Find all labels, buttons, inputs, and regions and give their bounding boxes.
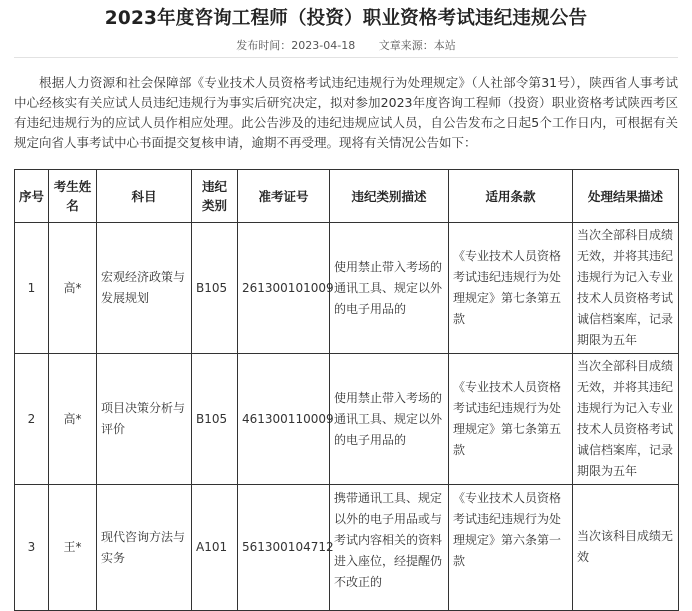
intro-paragraph: 根据人力资源和社会保障部《专业技术人员资格考试违纪违规行为处理规定》（人社部令第31号），陕西省人事考试中心经核实有关应试人员违纪违规行为事实后研究决定，拟对参加2023年度咨询工程师（投资）职业资格考试陕西考区有违纪违规行为的应试人员作相应处理。此公告涉及的违纪违规应试人员，自公告发布之日起5个工作日内，可根据有关规定向省人事考试中心书面提交复核申请，逾期不再受理。现将有关情况公告如下： bbox=[14, 75, 678, 150]
publish-info bbox=[236, 39, 355, 52]
cell-clause: 《专业技术人员资格考试违纪违规行为处理规定》第七条第五款 bbox=[449, 223, 573, 354]
header-description: 违纪类别描述 bbox=[330, 170, 449, 223]
cell-subject: 宏观经济政策与发展规划 bbox=[97, 223, 192, 354]
cell-result: 当次全部科目成绩无效，并将其违纪违规行为记入专业技术人员资格考试诚信档案库，记录期限为五年 bbox=[573, 354, 679, 485]
table-row bbox=[15, 223, 679, 354]
publish-date: 2023-04-18 bbox=[291, 39, 356, 52]
cell-description: 使用禁止带入考场的通讯工具、规定以外的电子用品的 bbox=[330, 223, 449, 354]
cell-exam-id: 261300101009 bbox=[238, 223, 330, 354]
page-title: 2023年度咨询工程师（投资）职业资格考试违纪违规公告 bbox=[104, 8, 588, 29]
cell-category: B105 bbox=[192, 223, 238, 354]
header-result: 处理结果描述 bbox=[573, 170, 679, 223]
cell-result: 当次全部科目成绩无效，并将其违纪违规行为记入专业技术人员资格考试诚信档案库，记录期限为五年 bbox=[573, 223, 679, 354]
header-name: 考生姓名 bbox=[49, 170, 97, 223]
cell-no: 2 bbox=[15, 354, 49, 485]
cell-no: 3 bbox=[15, 485, 49, 611]
header-category: 违纪类别 bbox=[192, 170, 238, 223]
cell-description: 携带通讯工具、规定以外的电子用品或与考试内容相关的资料进入座位，经提醒仍不改正的 bbox=[330, 485, 449, 611]
cell-subject: 项目决策分析与评价 bbox=[97, 354, 192, 485]
header-subject: 科目 bbox=[97, 170, 192, 223]
publish-label: 发布时间： bbox=[236, 39, 292, 52]
table-row bbox=[15, 485, 679, 611]
divider bbox=[14, 57, 678, 58]
cell-name: 高* bbox=[49, 354, 97, 485]
table-header-row bbox=[15, 170, 679, 223]
cell-clause: 《专业技术人员资格考试违纪违规行为处理规定》第六条第一款 bbox=[449, 485, 573, 611]
violation-table bbox=[14, 169, 679, 611]
cell-name: 王* bbox=[49, 485, 97, 611]
cell-subject: 现代咨询方法与实务 bbox=[97, 485, 192, 611]
source-info bbox=[379, 39, 456, 52]
source-value: 本站 bbox=[433, 39, 456, 52]
source-label: 文章来源： bbox=[378, 39, 434, 52]
cell-category: A101 bbox=[192, 485, 238, 611]
header-clause: 适用条款 bbox=[449, 170, 573, 223]
article-meta bbox=[0, 37, 692, 53]
cell-name: 高* bbox=[49, 223, 97, 354]
cell-category: B105 bbox=[192, 354, 238, 485]
header-exam-id: 准考证号 bbox=[238, 170, 330, 223]
cell-clause: 《专业技术人员资格考试违纪违规行为处理规定》第七条第五款 bbox=[449, 354, 573, 485]
cell-exam-id: 461300110009 bbox=[238, 354, 330, 485]
table-row bbox=[15, 354, 679, 485]
header-no: 序号 bbox=[15, 170, 49, 223]
cell-description: 使用禁止带入考场的通讯工具、规定以外的电子用品的 bbox=[330, 354, 449, 485]
cell-no: 1 bbox=[15, 223, 49, 354]
cell-exam-id: 561300104712 bbox=[238, 485, 330, 611]
cell-result: 当次该科目成绩无效 bbox=[573, 485, 679, 611]
